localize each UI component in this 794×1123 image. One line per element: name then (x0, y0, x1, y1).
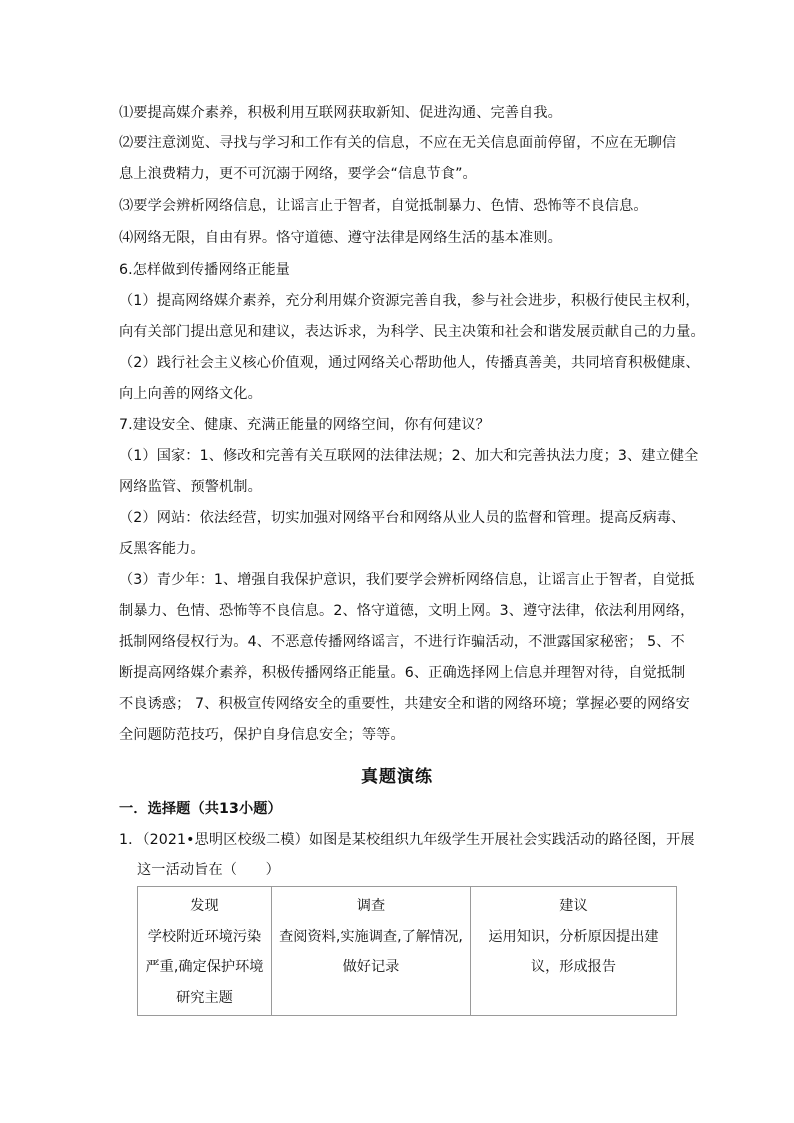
text-line: ⑴要提高媒介素养，积极利用互联网获取新知、促进沟通、完善自我。 (119, 105, 562, 121)
text-line: 制暴力、色情、恐怖等不良信息。2、恪守道德，文明上网。3、遵守法律，依法利用网络， (119, 603, 695, 619)
table-row (138, 887, 677, 1016)
cell-heading: 建议 (559, 898, 588, 914)
text-line: （2）网站：依法经营，切实加强对网络平台和网络从业人员的监督和管理。提高反病毒、 (119, 510, 686, 526)
text-line: ⑶要学会辨析网络信息，让谣言止于智者，自觉抵制暴力、色情、恐怖等不良信息。 (119, 198, 648, 214)
question-text-line-2: 这一活动旨在（ ） (137, 862, 280, 878)
text-line: 息上浪费精力，更不可沉溺于网络，要学会“信息节食”。 (119, 166, 477, 182)
text-line: （1）国家：1、修改和完善有关互联网的法律法规；2、加大和完善执法力度；3、建立健全 (119, 448, 699, 464)
cell-heading: 调查 (356, 898, 386, 914)
section-title: 真题演练 (361, 767, 433, 787)
text-line: （3）青少年：1、增强自我保护意识，我们要学会辨析网络信息，让谣言止于智者，自觉抵 (119, 572, 695, 588)
subheading: 一．选择题（共13小题） (119, 801, 282, 817)
text-line: 网络监管、预警机制。 (119, 479, 262, 495)
table-cell-survey (272, 887, 471, 1016)
text-line: （1）提高网络媒介素养，充分利用媒介资源完善自我，参与社会进步，积极行使民主权利， (119, 293, 700, 309)
text-line: （2）践行社会主义核心价值观，通过网络关心帮助他人，传播真善美，共同培育积极健康、 (119, 355, 700, 371)
text-line: ⑵要注意浏览、寻找与学习和工作有关的信息，不应在无关信息面前停留，不应在无聊信 (119, 135, 677, 151)
text-line: 不良诱惑； 7、积极宣传网络安全的重要性，共建安全和谐的网络环境；掌握必要的网络安 (119, 696, 690, 712)
text-line: 向有关部门提出意见和建议，表达诉求，为科学、民主决策和社会和谐发展贡献自己的力量。 (119, 324, 705, 340)
activity-table (137, 886, 677, 1016)
table-cell-suggest (471, 887, 677, 1016)
text-line: 6.怎样做到传播网络正能量 (119, 262, 290, 278)
question-text-line-1: 1．（2021•思明区校级二模）如图是某校组织九年级学生开展社会实践活动的路径图，开展 (119, 832, 695, 848)
cell-content: 查阅资料,实施调查,了解情况,做好记录 (279, 928, 463, 975)
text-line: ⑷网络无限，自由有界。恪守道德、遵守法律是网络生活的基本准则。 (119, 230, 562, 246)
text-line: 反黑客能力。 (119, 541, 205, 557)
cell-content: 运用知识，分析原因提出建议，形成报告 (488, 928, 659, 975)
text-line: 7.建设安全、健康、充满正能量的网络空间，你有何建议？ (119, 417, 490, 433)
text-line: 抵制网络侵权行为。4、不恶意传播网络谣言，不进行诈骗活动，不泄露国家秘密； 5、不 (119, 634, 685, 650)
text-line: 向上向善的网络文化。 (119, 386, 262, 402)
table-cell-discover (138, 887, 272, 1016)
text-line: 断提高网络媒介素养，积极传播网络正能量。6、正确选择网上信息并理智对待，自觉抵制 (119, 665, 686, 681)
cell-content: 学校附近环境污染严重,确定保护环境研究主题 (145, 928, 264, 1006)
text-line: 全问题防范技巧，保护自身信息安全；等等。 (119, 727, 405, 743)
cell-heading: 发现 (190, 898, 219, 914)
